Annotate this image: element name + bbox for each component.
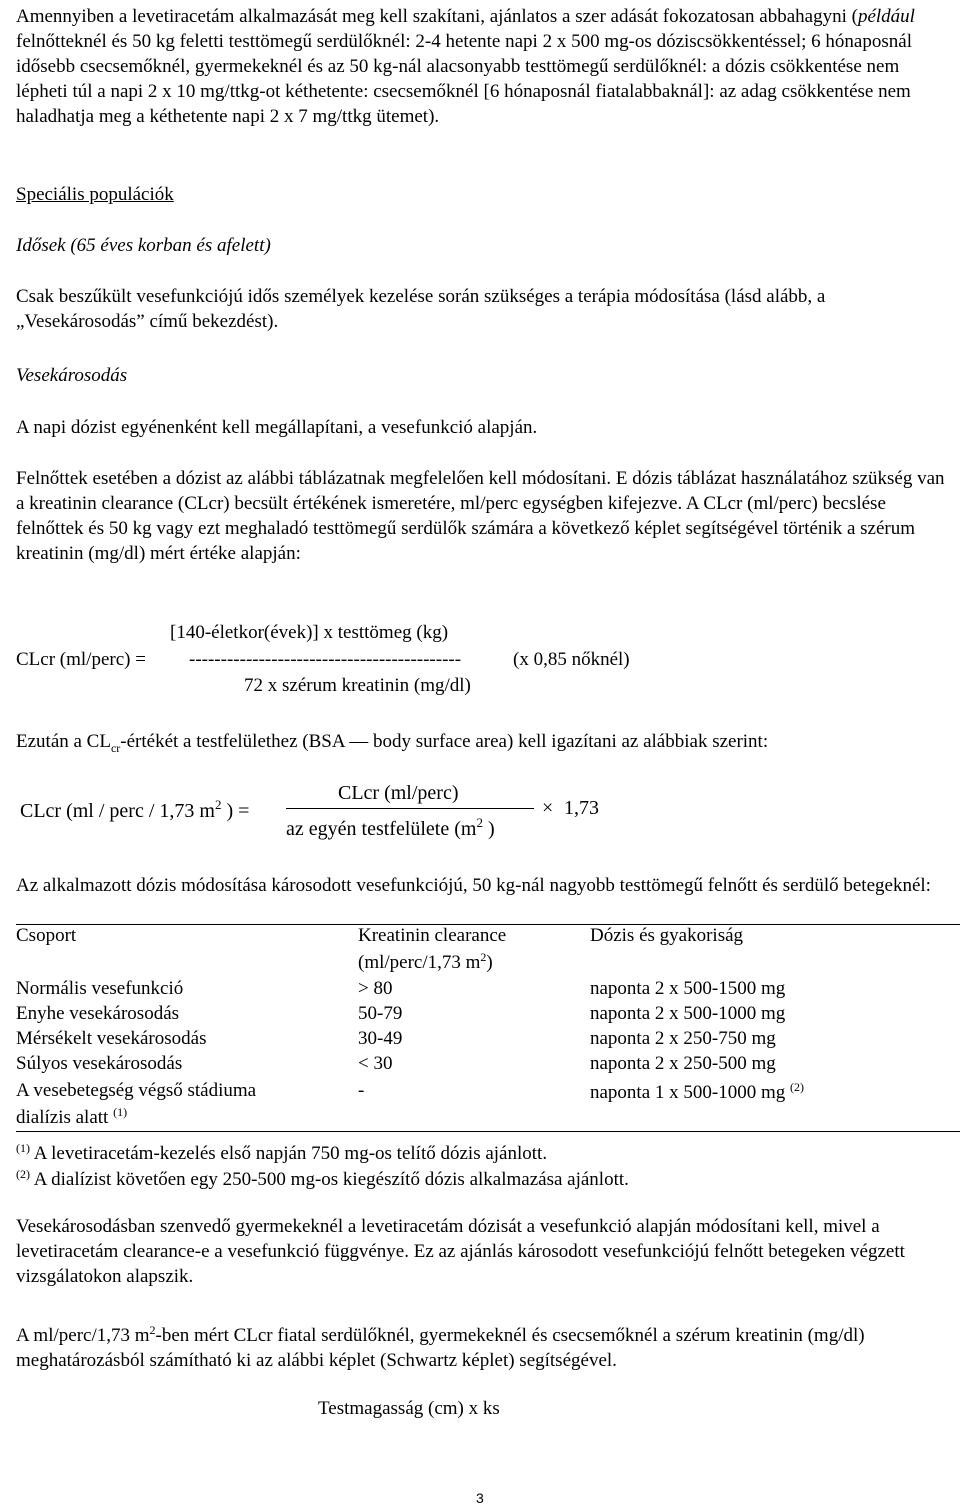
header-group: Csoport (16, 925, 77, 946)
formula1-denominator: 72 x szérum kreatinin (mg/dl) (244, 675, 471, 696)
formula2-numerator: CLcr (ml/perc) (338, 782, 459, 804)
intro-text-1: Amennyiben a levetiracetám alkalmazását meg kell szakítani, ajánlatos a szer adását fokozatosan abbahagyni ( (16, 6, 858, 27)
header-clearance: Kreatinin clearance (358, 925, 507, 946)
para-renal-1: A napi dózist egyénenként kell megállapítani, a vesefunkció alapján. (16, 417, 538, 438)
table-row: Normális vesefunkció > 80 naponta 2 x 500-1500 mg (16, 978, 786, 999)
table-caption: Az alkalmazott dózis módosítása károsodott vesefunkciójú, 50 kg-nál nagyobb testtömegű felnőtt és serdülő betegeknél: (16, 875, 931, 896)
footnote-1: $^{(1)}$ A levetiracetám-kezelés első napján 750 mg-os telítő dózis ajánlott. (16, 1141, 548, 1164)
formula2-denominator: az egyén testfelülete ($m^2$ ) (286, 815, 495, 840)
table-row-dialysis: A vesebetegség végső stádiuma - naponta 1 x 500-1000 mg $^{(2)}$ (16, 1080, 805, 1103)
para-bsa: Ezután a $CL_{cr}$-értékét a testfelülethez (BSA — body surface area) kell igazítani az alábbiak szerint: (16, 731, 769, 755)
table-row-dialysis-cont: dialízis alatt $^{(1)}$ (16, 1105, 128, 1128)
para-elderly: Csak beszűkült vesefunkciójú idős személyek kezelése során szükséges a terápia módosítása (lásd alább, a „Vesekárosodás” című bekezdést). (16, 286, 826, 332)
heading-special-populations: Speciális populációk (16, 184, 174, 205)
table-bottom-rule (16, 1131, 960, 1132)
formula2-lhs: CLcr (ml / perc / 1,73 $m^2$ ) = (20, 797, 250, 822)
intro-text-2: felnőtteknél és 50 kg feletti testtömegű serdülőknél: 2-4 hetente napi 2 x 500 mg-os dóziscsökkentéssel; 6 hónaposnál idősebb csecsemőknél, gyermekeknél és az 50 kg-nál alacsonyabb testtömegű serdülőknél: a dózis csökkentése nem lépheti túl a napi 2 x 10 mg/ttkg-ot kéthetente: csecsemőknél [6 hónaposnál fiatalabbaknál]: az adag csökkentése nem haladhatja meg a kéthetente napi 2 x 7 mg/ttkg ütemet). (16, 31, 912, 127)
formula1-lhs: CLcr (ml/perc) = (16, 649, 146, 670)
page-number: 3 (476, 1490, 484, 1506)
table-row: Súlyos vesekárosodás < 30 naponta 2 x 250-500 mg (16, 1053, 776, 1074)
formula3-numerator: Testmagasság (cm) x ks (318, 1398, 500, 1419)
formula1-suffix: (x 0,85 nőknél) (513, 649, 630, 670)
heading-renal: Vesekárosodás (16, 365, 128, 386)
heading-elderly: Idősek (65 éves korban és afelett) (16, 235, 271, 256)
formula2-times: × (542, 797, 554, 819)
table-header-row (16, 925, 960, 950)
formula1-numerator: [140-életkor(évek)] x testtömeg (kg) (170, 622, 449, 643)
table-row: Mérsékelt vesekárosodás 30-49 naponta 2 x 250-750 mg (16, 1028, 776, 1049)
footnote-2: $^{(2)}$ A dialízist követően egy 250-500 mg-os kiegészítő dózis alkalmazása ajánlott. (16, 1167, 629, 1190)
intro-italic: például (857, 6, 915, 27)
para-renal-2: Felnőttek esetében a dózist az alábbi táblázatnak megfelelően kell módosítani. E dózis táblázat használatához szükség van a kreatinin clearance (CLcr) becsült értékének ismeretére, ml/perc egységben kifejezve. A CLcr (ml/perc) becslése felnőttek és 50 kg vagy ezt meghaladó testtömegű serdülők számára a következő képlet segítségével történik a szérum kreatinin (mg/dl) mért értéke alapján: (16, 468, 945, 564)
para-schwartz: A ml/perc/1,73 $m^2$-ben mért CLcr fiatal serdülőknél, gyermekeknél és csecsemőknél a szérum kreatinin (mg/dl) meghatározásból számítható ki az alábbi képlet (Schwartz képlet) segítségével. (16, 1323, 865, 1371)
formula1-dashes: ------------------------------------------- (189, 649, 462, 670)
table-header-unit-row (16, 950, 960, 975)
table-row: Enyhe vesekárosodás 50-79 naponta 2 x 500-1000 mg (16, 1003, 786, 1024)
formula2-fraction-line (286, 808, 534, 809)
para-children: Vesekárosodásban szenvedő gyermekeknél a levetiracetám dózisát a vesefunkció alapján módosítani kell, mivel a levetiracetám clearance-e a vesefunkció függvénye. Ez az ajánlás károsodott vesefunkciójú felnőtt betegeken végzett vizsgálatokon alapszik. (16, 1216, 905, 1287)
header-clearance-unit: (ml/perc/1,73 $m^2$) (358, 950, 493, 973)
header-dose: Dózis és gyakoriság (590, 925, 744, 946)
intro-paragraph (16, 4, 946, 129)
formula2-factor: 1,73 (564, 797, 599, 819)
